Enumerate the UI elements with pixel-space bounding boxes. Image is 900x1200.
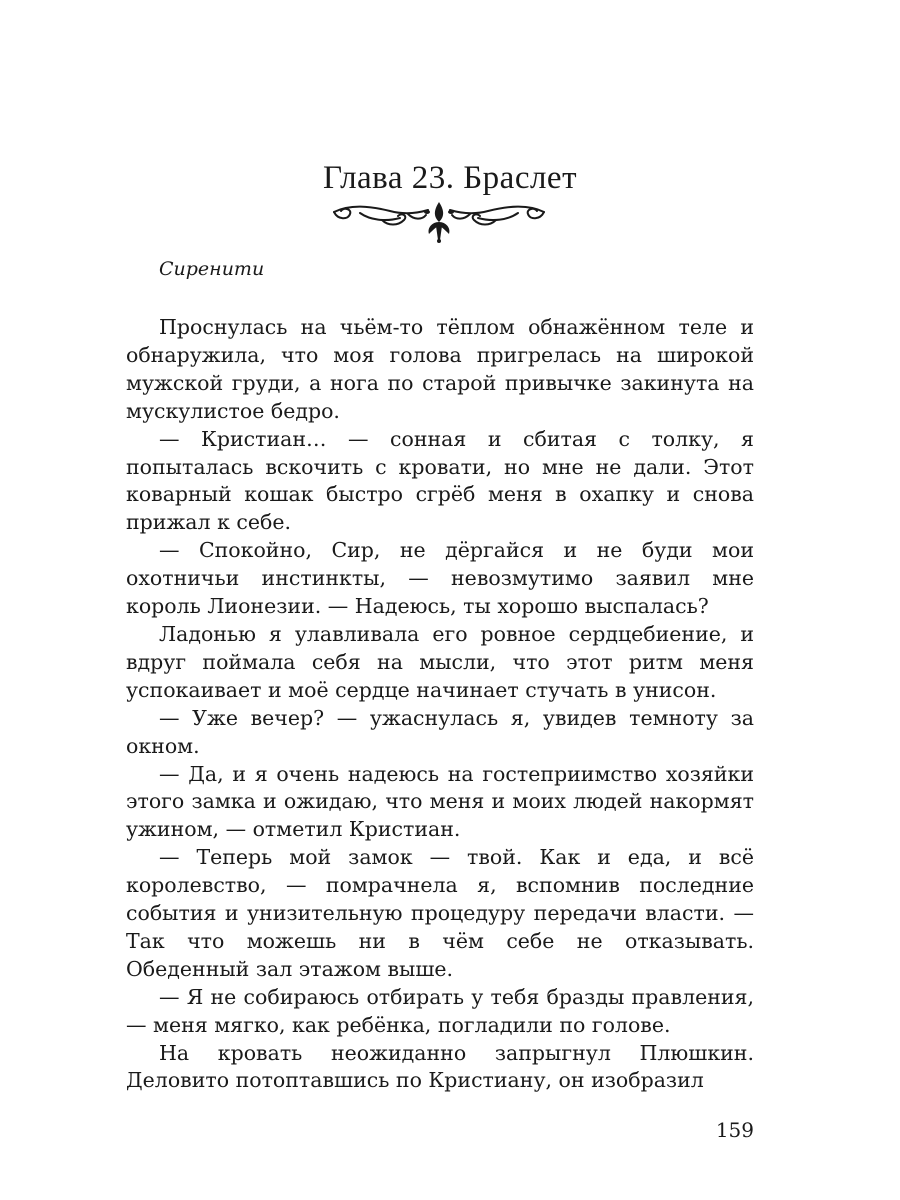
flourish-divider-icon xyxy=(330,198,548,244)
pov-character-name: Сиренити xyxy=(159,258,265,280)
paragraph: — Теперь мой замок — твой. Как и еда, и всё королевство, — помрачнела я, вспомнив последние события и унизительную процедуру передачи власти. — Так что можешь ни в чём себе не отказывать. Обеденный зал этажом выше. xyxy=(126,845,754,981)
paragraph: — Кристиан… — сонная и сбитая с толку, я попыталась вскочить с кровати, но мне не дали. Этот коварный кошак быстро сгрёб меня в охапку и снова прижал к себе. xyxy=(126,426,754,535)
paragraph: Проснулась на чьём-то тёплом обнажённом теле и обнаружила, что моя голова пригрелась на широкой мужской груди, а нога по старой привычке закинута на мускулистое бедро. xyxy=(126,315,754,423)
chapter-body xyxy=(126,314,754,1095)
chapter-title: Глава 23. Браслет xyxy=(322,160,578,196)
paragraph: Ладонью я улавливала его ровное сердцебиение, и вдруг поймала себя на мысли, что этот ритм меня успокаивает и моё сердце начинает стучать в унисон. xyxy=(126,621,754,702)
paragraph: На кровать неожиданно запрыгнул Плюшкин. Деловито потоптавшись по Кристиану, он изобразил xyxy=(126,1040,754,1093)
page-number: 159 xyxy=(715,1118,754,1142)
paragraph: — Уже вечер? — ужаснулась я, увидев темноту за окном. xyxy=(126,705,754,758)
paragraph: — Я не собираюсь отбирать у тебя бразды правления, — меня мягко, как ребёнка, погладили по голове. xyxy=(126,984,754,1037)
paragraph: — Спокойно, Сир, не дёргайся и не буди мои охотничьи инстинкты, — невозмутимо заявил мне король Лионезии. — Надеюсь, ты хорошо выспалась? xyxy=(126,538,754,619)
paragraph: — Да, и я очень надеюсь на гостеприимство хозяйки этого замка и ожидаю, что меня и моих людей накормят ужином, — отметил Кристиан. xyxy=(126,761,754,842)
